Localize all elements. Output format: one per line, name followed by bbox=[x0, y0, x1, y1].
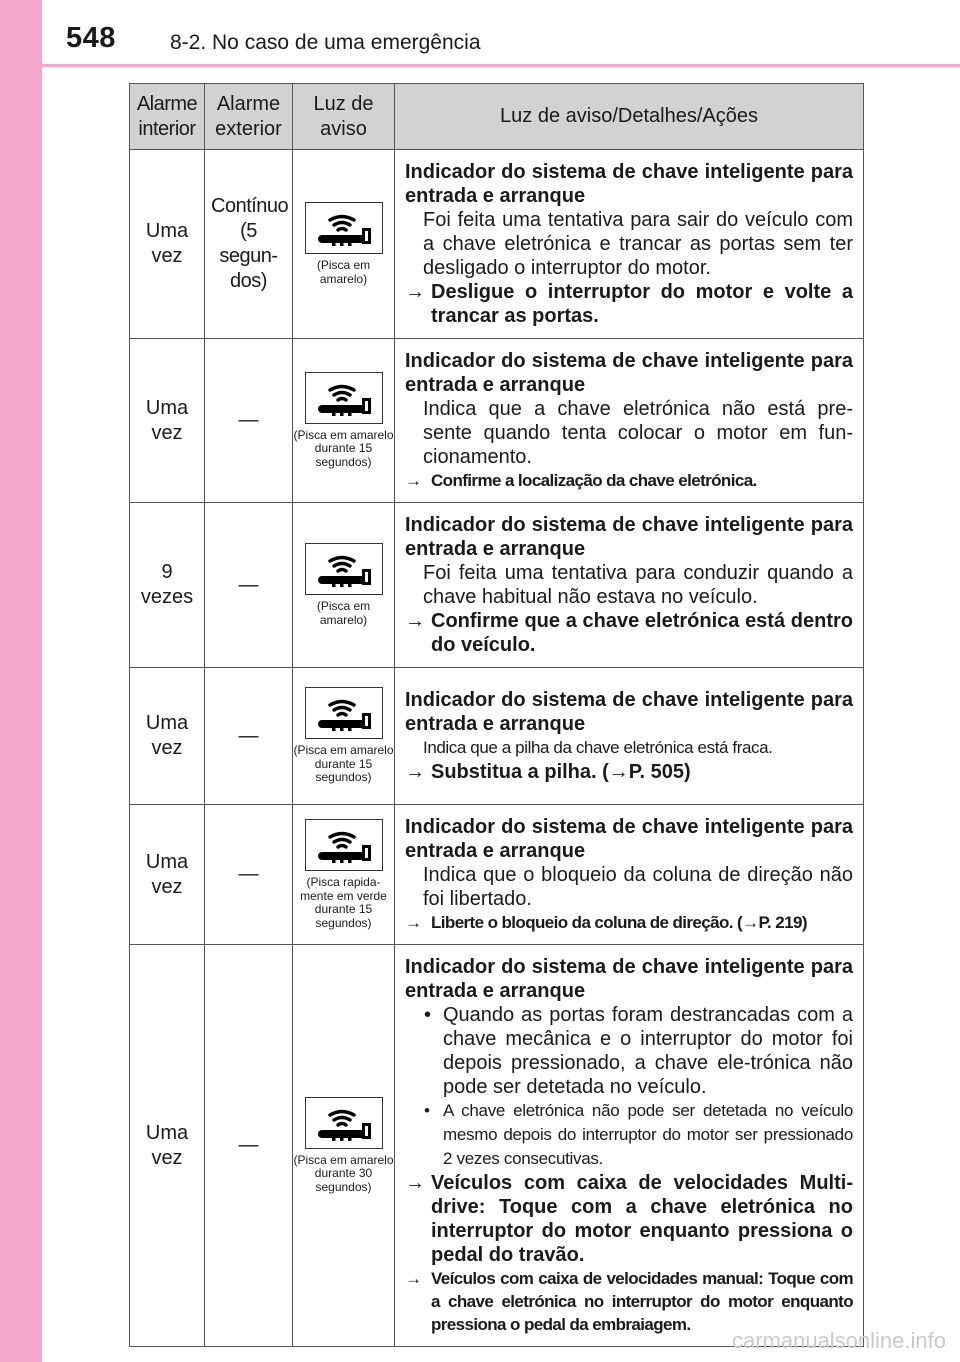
arrow-icon: → bbox=[405, 1269, 422, 1288]
detail-title: Indicador do sistema de chave inteligente para entrada e arranque bbox=[405, 956, 853, 1002]
action-text bbox=[405, 760, 853, 784]
page-number: 548 bbox=[66, 22, 116, 54]
warning-table bbox=[129, 83, 864, 1347]
bullet-item bbox=[405, 1099, 853, 1171]
detail-title: Indicador do sistema de chave inteligente para entrada e arranque bbox=[405, 816, 853, 862]
action-label: Confirme que a chave eletrónica está dentro do veículo. bbox=[431, 610, 853, 656]
warning-light-cell bbox=[293, 150, 395, 339]
interior-alarm-text: Uma vez bbox=[145, 396, 189, 444]
action-text bbox=[405, 469, 853, 492]
header-details: Luz de aviso/Detalhes/Ações bbox=[395, 84, 864, 150]
action-text bbox=[405, 609, 853, 657]
exterior-alarm-text: — bbox=[238, 573, 259, 596]
smart-key-indicator-icon bbox=[305, 372, 383, 424]
exterior-alarm-text: — bbox=[238, 724, 259, 747]
arrow-icon: → bbox=[405, 913, 422, 932]
exterior-alarm-text: — bbox=[238, 1134, 259, 1156]
exterior-alarm-text: Contínuo (5 segun-dos) bbox=[211, 195, 289, 292]
details-cell bbox=[395, 150, 864, 339]
arrow-icon: → bbox=[405, 1172, 425, 1194]
smart-key-indicator-icon bbox=[305, 819, 383, 871]
action-label: Substitua a pilha. (→P. 505) bbox=[431, 761, 691, 783]
detail-title: Indicador do sistema de chave inteligente para entrada e arranque bbox=[405, 350, 853, 396]
exterior-alarm-cell bbox=[205, 945, 293, 1347]
action-text bbox=[405, 1171, 853, 1267]
exterior-alarm-cell bbox=[205, 339, 293, 503]
lamp-caption: (Pisca em amarelo durante 15 segundos) bbox=[293, 743, 394, 785]
exterior-alarm-text: — bbox=[238, 863, 259, 885]
smart-key-indicator-icon bbox=[305, 687, 383, 739]
bullet-item bbox=[405, 1003, 853, 1099]
detail-title: Indicador do sistema de chave inteligente para entrada e arranque bbox=[405, 514, 853, 560]
header-exterior-alarm: Alarme exterior bbox=[205, 84, 293, 150]
table-row bbox=[130, 339, 864, 503]
lamp-group bbox=[293, 202, 394, 286]
action-label: Desligue o interruptor do motor e volte a trancar as portas. bbox=[431, 281, 853, 327]
detail-title: Indicador do sistema de chave inteligente para entrada e arranque bbox=[405, 689, 853, 735]
lamp-caption: (Pisca em amarelo) bbox=[316, 258, 371, 286]
details-cell bbox=[395, 339, 864, 503]
action-label: Liberte o bloqueio da coluna de direção. (→P. 219) bbox=[431, 913, 807, 932]
interior-alarm-cell bbox=[130, 805, 205, 945]
lamp-group bbox=[293, 543, 394, 627]
smart-key-indicator-icon bbox=[305, 1097, 383, 1149]
table-row bbox=[130, 668, 864, 805]
action-label: Veículos com caixa de velocidades Multi-drive: Toque com a chave eletrónica no interruptor do motor enquanto pressiona o pedal do travão. bbox=[431, 1172, 853, 1266]
bullet-icon: • bbox=[424, 1101, 430, 1120]
action-text-secondary bbox=[405, 1267, 853, 1336]
detail-body: Foi feita uma tentativa para conduzir quando a chave habitual não estava no veículo. bbox=[423, 562, 853, 608]
interior-alarm-cell bbox=[130, 339, 205, 503]
lamp-caption: (Pisca rapida-mente em verde durante 15 segundos) bbox=[300, 875, 387, 930]
table-row bbox=[130, 945, 864, 1347]
lamp-caption: (Pisca em amarelo durante 30 segundos) bbox=[293, 1152, 394, 1194]
detail-title: Indicador do sistema de chave inteligente para entrada e arranque bbox=[405, 161, 853, 207]
watermark: carmanualsonline.info bbox=[731, 1328, 946, 1353]
arrow-icon: → bbox=[405, 610, 425, 632]
arrow-icon: → bbox=[405, 471, 422, 490]
details-cell bbox=[395, 503, 864, 668]
detail-body: Foi feita uma tentativa para sair do veículo com a chave eletrónica e trancar as portas sem ter desligado o interruptor do motor. bbox=[423, 209, 853, 279]
action-label: Confirme a localização da chave eletrónica. bbox=[431, 471, 757, 490]
header-rule bbox=[42, 64, 960, 67]
details-cell bbox=[395, 945, 864, 1347]
warning-light-cell bbox=[293, 668, 395, 805]
warning-light-cell bbox=[293, 503, 395, 668]
details-cell bbox=[395, 805, 864, 945]
interior-alarm-text: Uma vez bbox=[145, 1121, 189, 1169]
exterior-alarm-cell bbox=[205, 503, 293, 668]
bullet-text: Quando as portas foram destrancadas com a chave mecânica e o interruptor do motor foi depois pressionado, a chave ele-trónica não pode ser detetada no veículo. bbox=[443, 1004, 853, 1098]
exterior-alarm-cell bbox=[205, 150, 293, 339]
detail-body: Indica que o bloqueio da coluna de direção não foi libertado. bbox=[423, 864, 853, 910]
interior-alarm-cell bbox=[130, 668, 205, 805]
interior-alarm-cell bbox=[130, 150, 205, 339]
action-text bbox=[405, 280, 853, 328]
lamp-group bbox=[293, 372, 394, 470]
smart-key-indicator-icon bbox=[305, 202, 383, 254]
side-color-bar bbox=[0, 0, 42, 1362]
action-text bbox=[405, 911, 853, 934]
exterior-alarm-cell bbox=[205, 805, 293, 945]
lamp-caption: (Pisca em amarelo) bbox=[316, 599, 371, 627]
arrow-icon: → bbox=[405, 761, 425, 783]
exterior-alarm-text: — bbox=[238, 409, 259, 431]
lamp-group bbox=[293, 687, 394, 785]
table-row bbox=[130, 503, 864, 668]
interior-alarm-text: 9 vezes bbox=[140, 561, 194, 608]
detail-body: Indica que a pilha da chave eletrónica está fraca. bbox=[423, 738, 773, 757]
arrow-icon: → bbox=[405, 281, 425, 303]
bullet-text: A chave eletrónica não pode ser detetada no veículo mesmo depois do interruptor do motor ser pressionado 2 vezes consecutivas. bbox=[443, 1101, 853, 1168]
bullet-icon: • bbox=[424, 1004, 432, 1026]
table-header-row bbox=[130, 84, 864, 150]
interior-alarm-text: Uma vez bbox=[145, 712, 189, 759]
smart-key-indicator-icon bbox=[305, 543, 383, 595]
interior-alarm-cell bbox=[130, 945, 205, 1347]
warning-light-cell bbox=[293, 805, 395, 945]
lamp-group bbox=[293, 1097, 394, 1195]
interior-alarm-text: Uma vez bbox=[145, 220, 189, 267]
lamp-group bbox=[293, 819, 394, 930]
action-label: Veículos com caixa de velocidades manual: Toque com a chave eletrónica no interruptor do motor enquanto pressiona o pedal da embraiagem. bbox=[431, 1269, 853, 1334]
interior-alarm-text: Uma vez bbox=[145, 850, 189, 898]
detail-body: Indica que a chave eletrónica não está pre-sente quando tenta colocar o motor em fun-cionamento. bbox=[423, 398, 853, 468]
interior-alarm-cell bbox=[130, 503, 205, 668]
warning-light-cell bbox=[293, 339, 395, 503]
section-title: 8-2. No caso de uma emergência bbox=[170, 31, 481, 54]
details-cell bbox=[395, 668, 864, 805]
exterior-alarm-cell bbox=[205, 668, 293, 805]
table-row bbox=[130, 805, 864, 945]
header-warning-light: Luz de aviso bbox=[293, 84, 395, 150]
table-row bbox=[130, 150, 864, 339]
warning-light-cell bbox=[293, 945, 395, 1347]
header-interior-alarm: Alarme interior bbox=[130, 84, 205, 150]
lamp-caption: (Pisca em amarelo durante 15 segundos) bbox=[293, 427, 394, 469]
